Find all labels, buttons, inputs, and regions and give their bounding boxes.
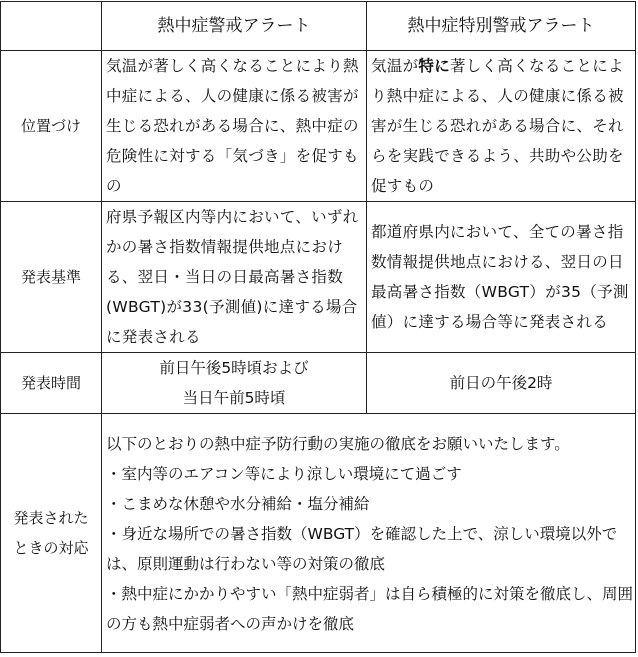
cell-special-issue-time: 前日の午後2時 bbox=[367, 353, 636, 414]
header-row bbox=[1, 2, 636, 51]
special-positioning-post: 著しく高くなることにより熱中症による、人の健康に係る被害が生じる恐れがある場合に、それらを実践できるよう、共助や公助を促すもの bbox=[371, 57, 624, 195]
response-item: ・身近な場所での暑さ指数（WBGT）を確認した上で、涼しい環境以外では、原則運動は行わない等の対策の徹底 bbox=[106, 525, 618, 573]
table-row-response bbox=[1, 414, 636, 653]
cell-response bbox=[102, 414, 636, 653]
response-intro: 以下のとおりの熱中症予防行動の実施の徹底をお願いいたします。 bbox=[106, 435, 570, 453]
header-corner-cell bbox=[1, 2, 102, 51]
row-label-response bbox=[1, 414, 102, 653]
row-label-criteria: 発表基準 bbox=[1, 202, 102, 353]
header-special-heat-alert: 熱中症特別警戒アラート bbox=[367, 2, 636, 51]
response-label-line2: ときの対応 bbox=[13, 539, 89, 557]
special-positioning-pre: 気温が bbox=[371, 57, 419, 75]
table-row-issue-time bbox=[1, 353, 636, 414]
cell-special-positioning bbox=[367, 51, 636, 202]
alert-issue-time-line2: 当日午前5時頃 bbox=[182, 389, 286, 407]
heat-alert-comparison-table bbox=[0, 1, 636, 653]
special-positioning-emphasis: 特に bbox=[418, 57, 451, 75]
cell-alert-issue-time bbox=[102, 353, 367, 414]
response-item: ・室内等のエアコン等により涼しい環境にて過ごす bbox=[106, 465, 462, 483]
row-label-issue-time: 発表時間 bbox=[1, 353, 102, 414]
row-label-positioning: 位置づけ bbox=[1, 51, 102, 202]
table-row-criteria bbox=[1, 202, 636, 353]
response-item: ・こまめな休憩や水分補給・塩分補給 bbox=[106, 495, 370, 513]
alert-issue-time-line1: 前日午後5時頃および bbox=[159, 359, 309, 377]
table-row-positioning bbox=[1, 51, 636, 202]
response-label-line1: 発表された bbox=[13, 509, 89, 527]
header-heat-alert: 熱中症警戒アラート bbox=[102, 2, 367, 51]
cell-alert-positioning: 気温が著しく高くなることにより熱中症による、人の健康に係る被害が生じる恐れがある場合に、熱中症の危険性に対する「気づき」を促すもの bbox=[102, 51, 367, 202]
cell-special-criteria: 都道府県内において、全ての暑さ指数情報提供地点における、翌日の日最高暑さ指数（WBGT）が35（予測値）に達する場合等に発表される bbox=[367, 202, 636, 353]
cell-alert-criteria: 府県予報区内等内において、いずれかの暑さ指数情報提供地点における、翌日・当日の日最高暑さ指数(WBGT)が33(予測値)に達する場合に発表される bbox=[102, 202, 367, 353]
response-item: ・熱中症にかかりやすい「熱中症弱者」は自ら積極的に対策を徹底し、周囲の方も熱中症弱者への声かけを徹底 bbox=[106, 585, 634, 633]
